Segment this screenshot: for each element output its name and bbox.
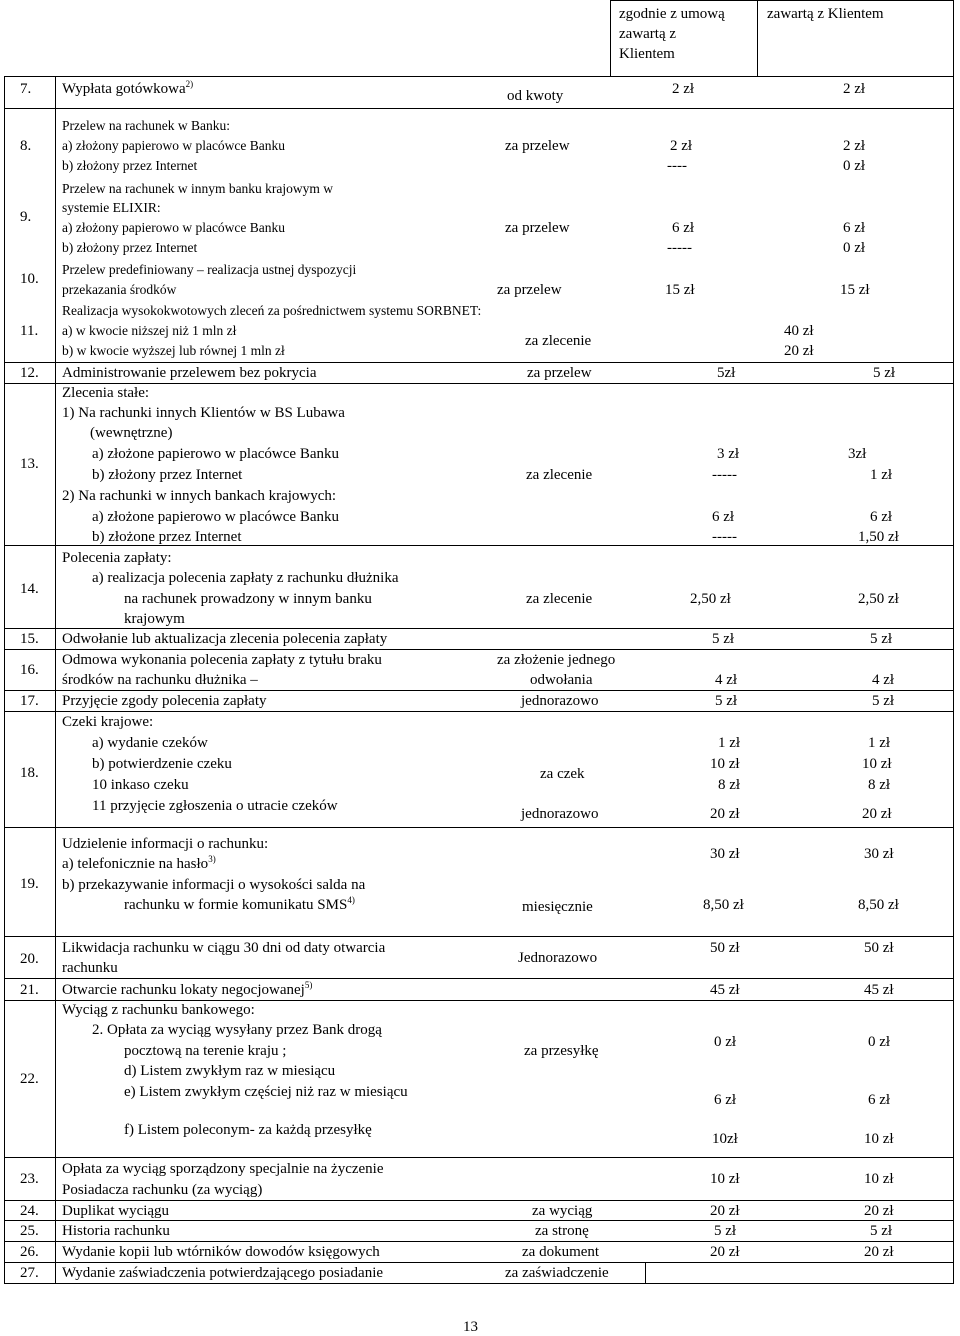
row-11-num: 11. [20, 323, 39, 339]
row-10-bank-fee: 15 zł [665, 282, 695, 298]
row-14-client-fee: 2,50 zł [858, 591, 899, 607]
row-23-title-2: Posiadacza rachunku (za wyciąg) [62, 1182, 263, 1198]
row-19-client-fee-a: 30 zł [864, 846, 894, 862]
row-21-num: 21. [20, 982, 39, 998]
row-13-section-1-note: (wewnętrzne) [90, 425, 173, 441]
row-22-bank-fee-d: 0 zł [714, 1034, 737, 1050]
row-13-item-1b: b) złożony przez Internet [92, 467, 243, 483]
row-9-item-a: a) złożony papierowo w placówce Banku [62, 220, 286, 235]
row-14-item-a-1: a) realizacja polecenia zapłaty z rachunku dłużnika [92, 570, 399, 586]
row-12-client-fee: 5 zł [873, 365, 896, 381]
row-9-client-fee-b: 0 zł [843, 240, 866, 256]
row-26-unit: za dokument [522, 1244, 600, 1260]
row-9-bank-fee-a: 6 zł [672, 220, 695, 236]
row-7-title: Wypłata gotówkowa$^{2)}$ [62, 79, 194, 97]
row-13-bank-fee-2a: 6 zł [712, 509, 735, 525]
row-16-unit-1: za złożenie jednego [497, 652, 616, 668]
row-23-client-fee: 10 zł [864, 1171, 894, 1187]
row-24-title: Duplikat wyciągu [62, 1203, 170, 1219]
row-15-client-fee: 5 zł [870, 631, 893, 647]
row-18-title: Czeki krajowe: [62, 714, 154, 730]
header-divider-left [610, 0, 611, 76]
row-20-unit: Jednorazowo [518, 950, 598, 966]
row-21-title: Otwarcie rachunku lokaty negocjowanej$^{5)}$ [62, 980, 313, 998]
row-18-num: 18. [20, 765, 39, 781]
row-7-bank-fee: 2 zł [672, 81, 695, 97]
header-bank-line3: Klientem [619, 46, 675, 62]
row-20-title-1: Likwidacja rachunku w ciągu 30 dni od daty otwarcia [62, 940, 386, 956]
row-25-num: 25. [20, 1223, 39, 1239]
row-9-title-1: Przelew na rachunek w innym banku krajowym w [62, 181, 334, 196]
row-15-title: Odwołanie lub aktualizacja zlecenia polecenia zapłaty [62, 631, 388, 647]
header-divider-mid [757, 0, 758, 76]
num-column-divider [55, 76, 56, 1283]
header-client: zawartą z Klientem [767, 6, 884, 22]
row-22-item-f: f) Listem poleconym- za każdą przesyłkę [124, 1122, 372, 1138]
row-8-num: 8. [20, 138, 32, 154]
row-19-bank-fee-a: 30 zł [710, 846, 740, 862]
row-7-unit: od kwoty [507, 88, 564, 104]
row-16-unit-2: odwołania [530, 672, 593, 688]
row-11-fee-a: 40 zł [784, 323, 814, 339]
row-8-bank-fee-a: 2 zł [670, 138, 693, 154]
row-22-client-fee-e: 6 zł [868, 1092, 891, 1108]
row-10-num: 10. [20, 271, 39, 287]
row-18-item-a: a) wydanie czeków [92, 735, 208, 751]
row-14-bank-fee: 2,50 zł [690, 591, 731, 607]
row-10-unit: za przelew [497, 282, 562, 298]
row-11-title: Realizacja wysokokwotowych zleceń za pośrednictwem systemu SORBNET: [62, 303, 482, 318]
row-18-client-fee-a: 1 zł [868, 735, 891, 751]
row-19-num: 19. [20, 876, 39, 892]
row-18-bank-fee-11: 20 zł [710, 806, 740, 822]
row-22-client-fee-f: 10 zł [864, 1131, 894, 1147]
row-24-num: 24. [20, 1203, 39, 1219]
row-10-client-fee: 15 zł [840, 282, 870, 298]
row-9-item-b: b) złożony przez Internet [62, 240, 198, 255]
row-18-client-fee-11: 20 zł [862, 806, 892, 822]
row-18-bank-fee-a: 1 zł [718, 735, 741, 751]
row-9-bank-fee-b: ----- [667, 240, 692, 256]
row-14-title: Polecenia zapłaty: [62, 550, 172, 566]
table-border-right [953, 0, 954, 1283]
row-24-bank-fee: 20 zł [710, 1203, 740, 1219]
row-13-client-fee-2a: 6 zł [870, 509, 893, 525]
table-border-left [4, 76, 5, 1283]
row-19-item-a: a) telefonicznie na hasło$^{3)}$ [62, 854, 216, 872]
row-13-title: Zlecenia stałe: [62, 385, 150, 401]
row-22-item-d: d) Listem zwykłym raz w miesiącu [124, 1063, 336, 1079]
row-22-bank-fee-f: 10zł [712, 1131, 738, 1147]
row-24-client-fee: 20 zł [864, 1203, 894, 1219]
row-22-client-fee-d: 0 zł [868, 1034, 891, 1050]
row-18-item-11: 11 przyjęcie zgłoszenia o utracie czeków [92, 798, 338, 814]
row-17-client-fee: 5 zł [872, 693, 895, 709]
row-23-bank-fee: 10 zł [710, 1171, 740, 1187]
row-19-bank-fee-b: 8,50 zł [703, 897, 744, 913]
row-17-unit: jednorazowo [521, 693, 599, 709]
row-7-num: 7. [20, 81, 32, 97]
header-bank-line1: zgodnie z umową [619, 6, 725, 22]
row-22-item-2-1: 2. Opłata za wyciąg wysyłany przez Bank drogą [92, 1022, 382, 1038]
row-19-item-b-2: rachunku w formie komunikatu SMS$^{4)}$ [124, 895, 355, 913]
row-13-item-1a: a) złożone papierowo w placówce Banku [92, 446, 339, 462]
row-21-bank-fee: 45 zł [710, 982, 740, 998]
row-10-title-2: przekazania środków [62, 282, 177, 297]
row-19-title: Udzielenie informacji o rachunku: [62, 836, 269, 852]
row-16-client-fee: 4 zł [872, 672, 895, 688]
row-18-unit: za czek [540, 766, 585, 782]
row-18-bank-fee-b: 10 zł [710, 756, 740, 772]
row-16-bank-fee: 4 zł [715, 672, 738, 688]
row-11-item-b: b) w kwocie wyższej lub równej 1 mln zł [62, 343, 285, 358]
row-25-client-fee: 5 zł [870, 1223, 893, 1239]
row-13-unit: za zlecenie [526, 467, 593, 483]
row-9-unit: za przelew [505, 220, 570, 236]
row-14-item-a-2: na rachunek prowadzony w innym banku [124, 591, 372, 607]
row-17-num: 17. [20, 693, 39, 709]
row-8-client-fee-a: 2 zł [843, 138, 866, 154]
row-16-num: 16. [20, 662, 39, 678]
row-8-item-b: b) złożony przez Internet [62, 158, 198, 173]
row27-divider [645, 1263, 646, 1283]
row-11-unit: za zlecenie [525, 333, 592, 349]
row-20-bank-fee: 50 zł [710, 940, 740, 956]
row-22-unit: za przesyłkę [524, 1043, 599, 1059]
row-12-num: 12. [20, 365, 39, 381]
row-22-num: 22. [20, 1071, 39, 1087]
row-17-bank-fee: 5 zł [715, 693, 738, 709]
row-15-num: 15. [20, 631, 39, 647]
row-13-client-fee-1b: 1 zł [870, 467, 893, 483]
row-25-unit: za stronę [535, 1223, 589, 1239]
row-9-num: 9. [20, 209, 32, 225]
row-14-unit: za zlecenie [526, 591, 593, 607]
row-13-bank-fee-2b: ----- [712, 529, 737, 545]
row-20-client-fee: 50 zł [864, 940, 894, 956]
row-13-section-1: 1) Na rachunki innych Klientów w BS Lubawa [62, 405, 345, 421]
row-27-num: 27. [20, 1265, 39, 1281]
row-11-item-a: a) w kwocie niższej niż 1 mln zł [62, 323, 237, 338]
row-27-unit: za zaświadczenie [505, 1265, 609, 1281]
row-23-title-1: Opłata za wyciąg sporządzony specjalnie na życzenie [62, 1161, 384, 1177]
row-13-item-2b: b) złożone przez Internet [92, 529, 242, 545]
row-7-client-fee: 2 zł [843, 81, 866, 97]
row-26-num: 26. [20, 1244, 39, 1260]
row-12-bank-fee: 5zł [717, 365, 736, 381]
row-25-bank-fee: 5 zł [714, 1223, 737, 1239]
row-13-client-fee-2b: 1,50 zł [858, 529, 899, 545]
row-26-client-fee: 20 zł [864, 1244, 894, 1260]
row-13-client-fee-1a: 3zł [848, 446, 867, 462]
row-12-title: Administrowanie przelewem bez pokrycia [62, 365, 317, 381]
row-22-item-2-2: pocztową na terenie kraju ; [124, 1043, 287, 1059]
row-10-title-1: Przelew predefiniowany – realizacja ustnej dyspozycji [62, 262, 357, 277]
row-9-client-fee-a: 6 zł [843, 220, 866, 236]
row-9-title-2: systemie ELIXIR: [62, 200, 161, 215]
row-8-item-a: a) złożony papierowo w placówce Banku [62, 138, 286, 153]
row-19-item-b-1: b) przekazywanie informacji o wysokości salda na [62, 877, 366, 893]
row-8-client-fee-b: 0 zł [843, 158, 866, 174]
row-27-title: Wydanie zaświadczenia potwierdzającego posiadanie [62, 1265, 384, 1281]
row-19-unit: miesięcznie [522, 899, 593, 915]
row-22-item-e: e) Listem zwykłym częściej niż raz w miesiącu [124, 1084, 408, 1100]
row-26-bank-fee: 20 zł [710, 1244, 740, 1260]
row-14-num: 14. [20, 581, 39, 597]
row-11-fee-b: 20 zł [784, 343, 814, 359]
row-8-bank-fee-b: ---- [667, 158, 687, 174]
row-17-title: Przyjęcie zgody polecenia zapłaty [62, 693, 267, 709]
row-13-bank-fee-1a: 3 zł [717, 446, 740, 462]
row-13-num: 13. [20, 456, 39, 472]
row-15-bank-fee: 5 zł [712, 631, 735, 647]
row-18-item-10: 10 inkaso czeku [92, 777, 189, 793]
row-18-client-fee-b: 10 zł [862, 756, 892, 772]
row-24-unit: za wyciąg [532, 1203, 593, 1219]
row-25-title: Historia rachunku [62, 1223, 170, 1239]
row-20-title-2: rachunku [62, 960, 118, 976]
row-18-unit-2: jednorazowo [521, 806, 599, 822]
row-21-client-fee: 45 zł [864, 982, 894, 998]
row-12-unit: za przelew [527, 365, 592, 381]
row-13-section-2: 2) Na rachunki w innych bankach krajowych: [62, 488, 337, 504]
row-18-bank-fee-10: 8 zł [718, 777, 741, 793]
row-8-unit: za przelew [505, 138, 570, 154]
page-number: 13 [463, 1319, 478, 1335]
row-18-item-b: b) potwierdzenie czeku [92, 756, 232, 772]
row-13-bank-fee-1b: ----- [712, 467, 737, 483]
row-14-item-a-3: krajowym [124, 611, 185, 627]
row-22-title: Wyciąg z rachunku bankowego: [62, 1002, 255, 1018]
row-23-num: 23. [20, 1171, 39, 1187]
row-19-client-fee-b: 8,50 zł [858, 897, 899, 913]
row-16-title-1: Odmowa wykonania polecenia zapłaty z tytułu braku [62, 652, 382, 668]
header-bank-line2: zawartą z [619, 26, 677, 42]
row-18-client-fee-10: 8 zł [868, 777, 891, 793]
row-20-num: 20. [20, 951, 39, 967]
row-26-title: Wydanie kopii lub wtórników dowodów księgowych [62, 1244, 380, 1260]
row-16-title-2: środków na rachunku dłużnika – [62, 672, 258, 688]
row-22-bank-fee-e: 6 zł [714, 1092, 737, 1108]
row-13-item-2a: a) złożone papierowo w placówce Banku [92, 509, 339, 525]
row-8-title: Przelew na rachunek w Banku: [62, 118, 230, 133]
